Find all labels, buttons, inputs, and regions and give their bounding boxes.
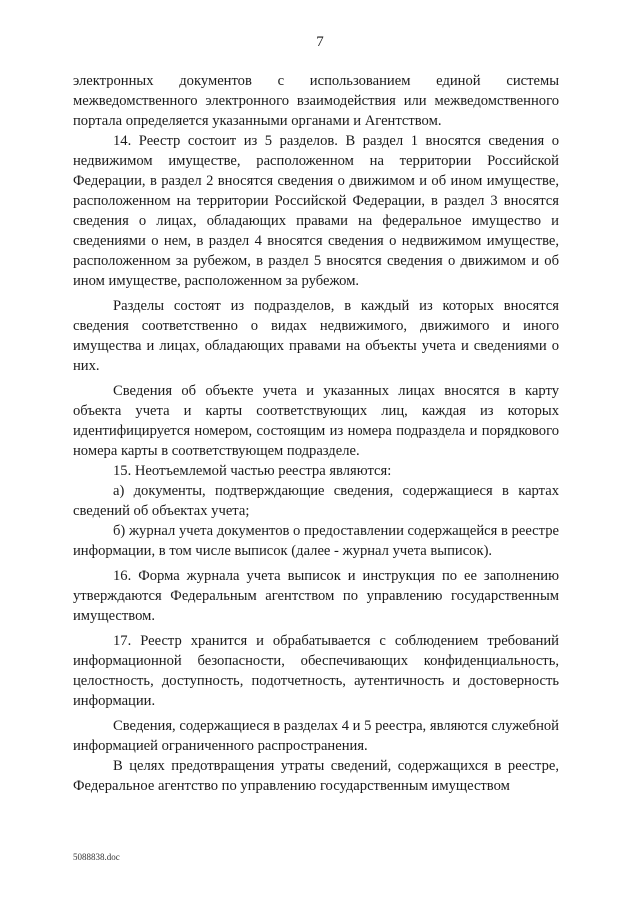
paragraph-2: 14. Реестр состоит из 5 разделов. В раздел 1 вносятся сведения о недвижимом имуществе, расположенном на территории Российской Федерации, в раздел 2 вносятся сведения о движимом и об ином имуществе, расположенном на территории Российской Федерации, в раздел 3 вносятся сведения о лицах, обладающих правами на федеральное имущество и сведениями о нем, в раздел 4 вносятся сведения о недвижимом имуществе, расположенном за рубежом, в раздел 5 вносятся сведения о движимом и об ином имуществе, расположенном за рубежом. — [73, 133, 559, 289]
paragraph-9: 17. Реестр хранится и обрабатывается с соблюдением требований информационной безопасности, обеспечивающих конфиденциальность, целостность, доступность, подотчетность, аутентичность и достоверность информации. — [73, 633, 559, 709]
paragraph-6: а) документы, подтверждающие сведения, содержащиеся в картах сведений об объектах учета; — [73, 483, 559, 519]
paragraph-8: 16. Форма журнала учета выписок и инструкция по ее заполнению утверждаются Федеральным агентством по управлению государственным имуществом. — [73, 568, 559, 624]
paragraph-5: 15. Неотъемлемой частью реестра являются: — [113, 463, 392, 479]
paragraph-11: В целях предотвращения утраты сведений, содержащихся в реестре, Федеральное агентство по управлению государственным имуществом — [73, 758, 559, 794]
paragraph-10: Сведения, содержащиеся в разделах 4 и 5 реестра, являются служебной информацией ограниченного распространения. — [73, 718, 559, 754]
document-body — [73, 71, 559, 796]
paragraph-1: электронных документов с использованием единой системы межведомственного электронного взаимодействия или межведомственного портала определяется указанными органами и Агентством. — [73, 73, 559, 129]
paragraph-7: б) журнал учета документов о предоставлении содержащейся в реестре информации, в том числе выписок (далее - журнал учета выписок). — [73, 523, 559, 559]
paragraph-4: Сведения об объекте учета и указанных лицах вносятся в карту объекта учета и карты соответствующих лиц, каждая из которых идентифицируется номером, состоящим из номера подраздела и порядкового номера карты в соответствующем подразделе. — [73, 383, 559, 459]
document-footer: 5088838.doc — [73, 852, 120, 862]
page-number: 7 — [316, 34, 324, 50]
paragraph-3: Разделы состоят из подразделов, в каждый из которых вносятся сведения соответственно о видах недвижимого, движимого и иного имущества и лицах, обладающих правами на объекты учета и сведениями о них. — [73, 298, 559, 374]
